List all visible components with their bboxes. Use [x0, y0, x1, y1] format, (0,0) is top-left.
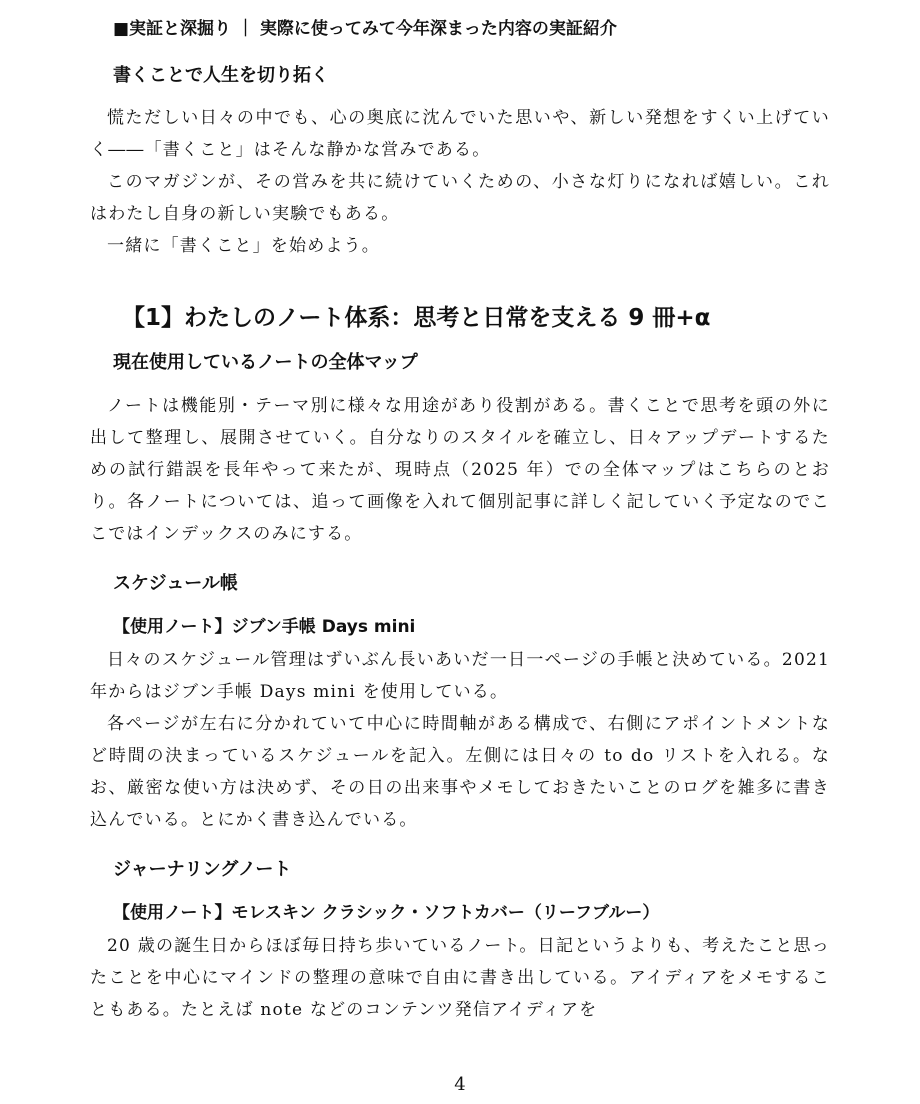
overview-heading: 現在使用しているノートの全体マップ: [113, 352, 418, 373]
section-marker-heading: ■実証と深掘り ｜ 実際に使ってみて今年深まった内容の実証紹介: [113, 19, 617, 39]
journaling-heading: ジャーナリングノート: [113, 859, 292, 880]
journaling-note-label: 【使用ノート】モレスキン クラシック・ソフトカバー（リーフブルー）: [113, 903, 660, 923]
intro-heading: 書くことで人生を切り拓く: [113, 65, 329, 86]
intro-paragraph-2: このマガジンが、その営みを共に続けていくための、小さな灯りになれば嬉しい。これはわたし自身の新しい実験でもある。: [90, 172, 830, 224]
overview-paragraph: ノートは機能別・テーマ別に様々な用途があり役割がある。書くことで思考を頭の外に出して整理し、展開させていく。自分なりのスタイルを確立し、日々アップデートするための試行錯誤を長年やって来たが、現時点（2025 年）での全体マップはこちらのとおり。各ノートについては、追って画像を入れて個別記事に詳しく記していく予定なのでここではインデックスのみにする。: [90, 396, 830, 544]
schedule-heading: スケジュール帳: [113, 573, 238, 594]
schedule-paragraph-2: 各ページが左右に分かれていて中心に時間軸がある構成で、右側にアポイントメントなど時間の決まっているスケジュールを記入。左側には日々の to do リストを入れる。なお、厳密な使い方は決めず、その日の出来事やメモしておきたいことのログを雑多に書き込んでいる。とにかく書き込んでいる。: [90, 714, 830, 830]
chapter-title: 【1】わたしのノート体系：思考と日常を支える 9 冊+α: [122, 305, 711, 331]
intro-paragraph-1: 慌ただしい日々の中でも、心の奥底に沈んでいた思いや、新しい発想をすくい上げていく――「書くこと」はそんな静かな営みである。: [90, 108, 830, 160]
schedule-note-label: 【使用ノート】ジブン手帳 Days mini: [113, 617, 416, 637]
journaling-paragraph: 20 歳の誕生日からほぼ毎日持ち歩いているノート。日記というよりも、考えたこと思ったことを中心にマインドの整理の意味で自由に書き出している。アイディアをメモすることもある。たとえば note などのコンテンツ発信アイディアを: [90, 936, 830, 1020]
schedule-paragraph-1: 日々のスケジュール管理はずいぶん長いあいだ一日一ページの手帳と決めている。2021 年からはジブン手帳 Days mini を使用している。: [90, 650, 830, 702]
intro-paragraph-3: 一緒に「書くこと」を始めよう。: [107, 236, 380, 256]
page-number: 4: [454, 1074, 466, 1095]
